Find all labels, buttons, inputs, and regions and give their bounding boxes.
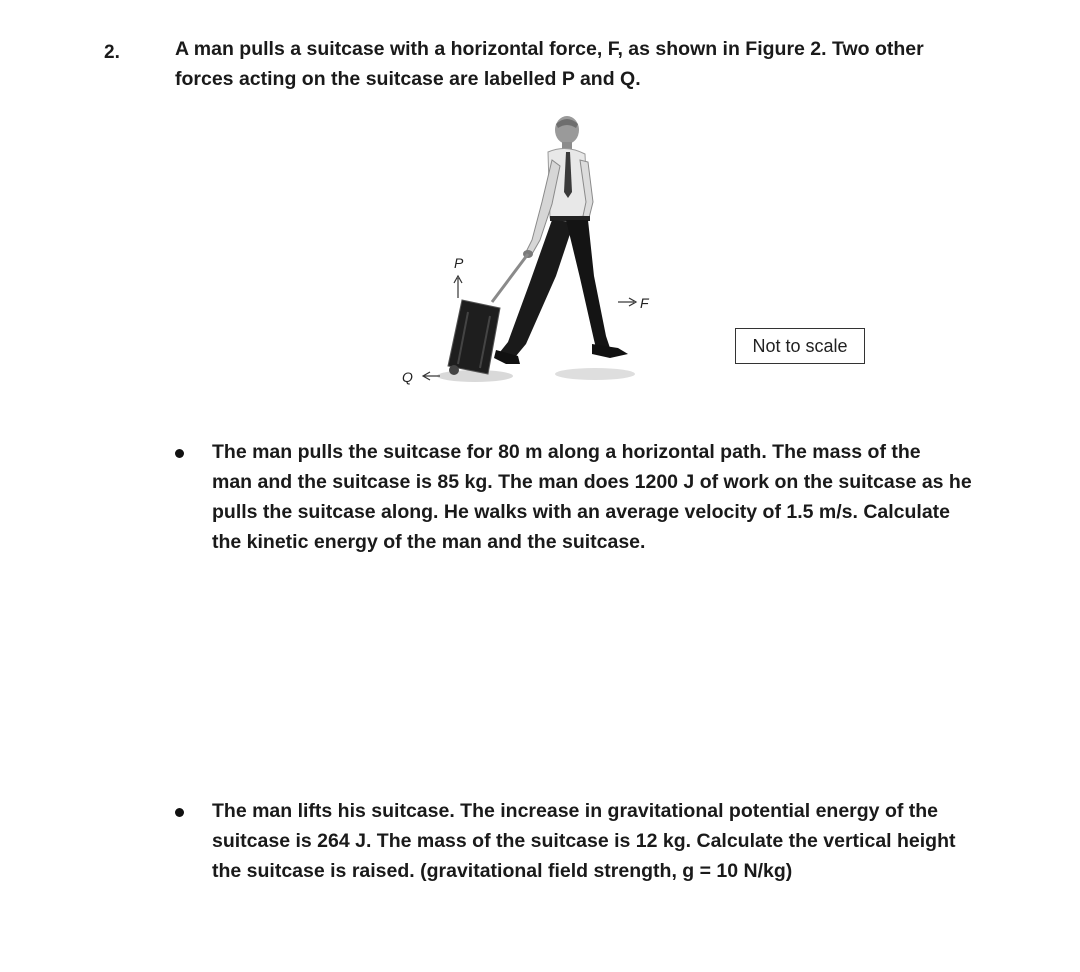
bullet-1-line-1: The man pulls the suitcase for 80 m along a horizontal path. The mass of the bbox=[212, 441, 921, 463]
label-q: Q bbox=[402, 369, 413, 385]
bullet-1-line-4: the kinetic energy of the man and the suitcase. bbox=[212, 531, 646, 553]
bullet-1-line-2: man and the suitcase is 85 kg. The man does 1200 J of work on the suitcase as he bbox=[212, 471, 972, 493]
suitcase bbox=[448, 300, 500, 375]
figure-man-pulling-suitcase bbox=[380, 112, 680, 402]
bullet-dot bbox=[175, 808, 184, 817]
label-p: P bbox=[454, 255, 464, 271]
question-number: 2. bbox=[104, 42, 120, 63]
intro-line-2: forces acting on the suitcase are labelled P and Q. bbox=[175, 68, 641, 90]
question-intro bbox=[175, 34, 1035, 94]
bullet-2-line-2: suitcase is 264 J. The mass of the suitcase is 12 kg. Calculate the vertical height bbox=[212, 830, 956, 852]
force-arrow-f bbox=[618, 298, 636, 306]
intro-line-1: A man pulls a suitcase with a horizontal force, F, as shown in Figure 2. Two other bbox=[175, 38, 924, 60]
label-f: F bbox=[640, 295, 649, 311]
bullet-text-2 bbox=[212, 796, 1052, 886]
suitcase-handle bbox=[492, 254, 528, 302]
bullet-2-line-1: The man lifts his suitcase. The increase in gravitational potential energy of the bbox=[212, 800, 939, 822]
force-arrow-q bbox=[423, 372, 440, 380]
bullet-item-1 bbox=[175, 437, 1055, 562]
shadow-feet bbox=[555, 368, 635, 380]
bullet-text-1 bbox=[212, 437, 1052, 557]
not-to-scale-box: Not to scale bbox=[735, 328, 865, 364]
bullet-1-line-3: pulls the suitcase along. He walks with an average velocity of 1.5 m/s. Calculate bbox=[212, 501, 951, 523]
bullet-2-line-3: the suitcase is raised. (gravitational field strength, g = 10 N/kg) bbox=[212, 860, 793, 882]
bullet-item-2 bbox=[175, 796, 1055, 891]
force-arrow-p bbox=[454, 276, 462, 298]
figure-illustration bbox=[380, 112, 680, 402]
man-figure bbox=[494, 116, 628, 364]
bullet-dot bbox=[175, 449, 184, 458]
